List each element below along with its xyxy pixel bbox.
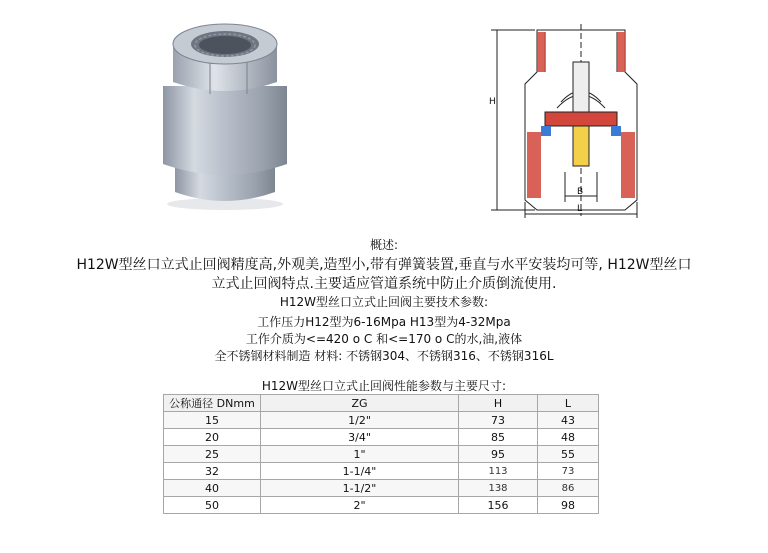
table-title: H12W型丝口立式止回阀性能参数与主要尺寸:: [261, 379, 507, 393]
params-title: H12W型丝口立式止回阀主要技术参数:: [279, 295, 489, 309]
cell-l: 55: [538, 446, 599, 463]
cell-dn: 50: [164, 497, 261, 514]
table-row: [164, 412, 599, 429]
dim-l-label: L: [577, 204, 583, 214]
cell-zg: 1-1/2": [261, 480, 459, 497]
valve-photo: [155, 14, 295, 214]
cell-zg: 3/4": [261, 429, 459, 446]
cell-dn: 25: [164, 446, 261, 463]
param-line-material: 全不锈钢材料制造 材料: 不锈钢304、不锈钢316、不锈钢316L: [214, 349, 554, 363]
cell-l: 98: [538, 497, 599, 514]
cell-zg: 2": [261, 497, 459, 514]
cell-h: 85: [459, 429, 538, 446]
overview-title: 概述:: [369, 238, 399, 252]
cell-zg: 1": [261, 446, 459, 463]
table-row: [164, 463, 599, 480]
table-row: [164, 429, 599, 446]
cell-dn: 15: [164, 412, 261, 429]
cell-h: 156: [459, 497, 538, 514]
table-row: [164, 497, 599, 514]
table-row: [164, 446, 599, 463]
header-l: L: [538, 395, 599, 412]
param-line-medium: 工作介质为<=420 o C 和<=170 o C的水,油,液体: [245, 332, 523, 346]
cell-h: 73: [459, 412, 538, 429]
cell-dn: 32: [164, 463, 261, 480]
header-dn: 公称通径 DNmm: [164, 395, 261, 412]
cell-dn: 20: [164, 429, 261, 446]
cell-h: 113: [459, 463, 538, 480]
param-line-pressure: 工作压力H12型为6-16Mpa H13型为4-32Mpa: [257, 315, 511, 329]
cell-l: 73: [538, 463, 599, 480]
cell-l: 43: [538, 412, 599, 429]
cell-zg: 1/2": [261, 412, 459, 429]
overview-line-2: 立式止回阀特点.主要适应管道系统中防止介质倒流使用.: [211, 276, 557, 292]
valve-section-drawing: [485, 22, 655, 222]
cell-l: 48: [538, 429, 599, 446]
spec-table: [163, 394, 599, 514]
overview-line-1: H12W型丝口立式止回阀精度高,外观美,造型小,带有弹簧装置,垂直与水平安装均可等, H12W型丝口: [76, 257, 692, 273]
cell-dn: 40: [164, 480, 261, 497]
cell-h: 95: [459, 446, 538, 463]
cell-l: 86: [538, 480, 599, 497]
dim-h-label: H: [489, 97, 496, 107]
header-zg: ZG: [261, 395, 459, 412]
table-header-row: [164, 395, 599, 412]
dim-b-label: B: [577, 187, 584, 197]
cell-h: 138: [459, 480, 538, 497]
header-h: H: [459, 395, 538, 412]
table-row: [164, 480, 599, 497]
cell-zg: 1-1/4": [261, 463, 459, 480]
